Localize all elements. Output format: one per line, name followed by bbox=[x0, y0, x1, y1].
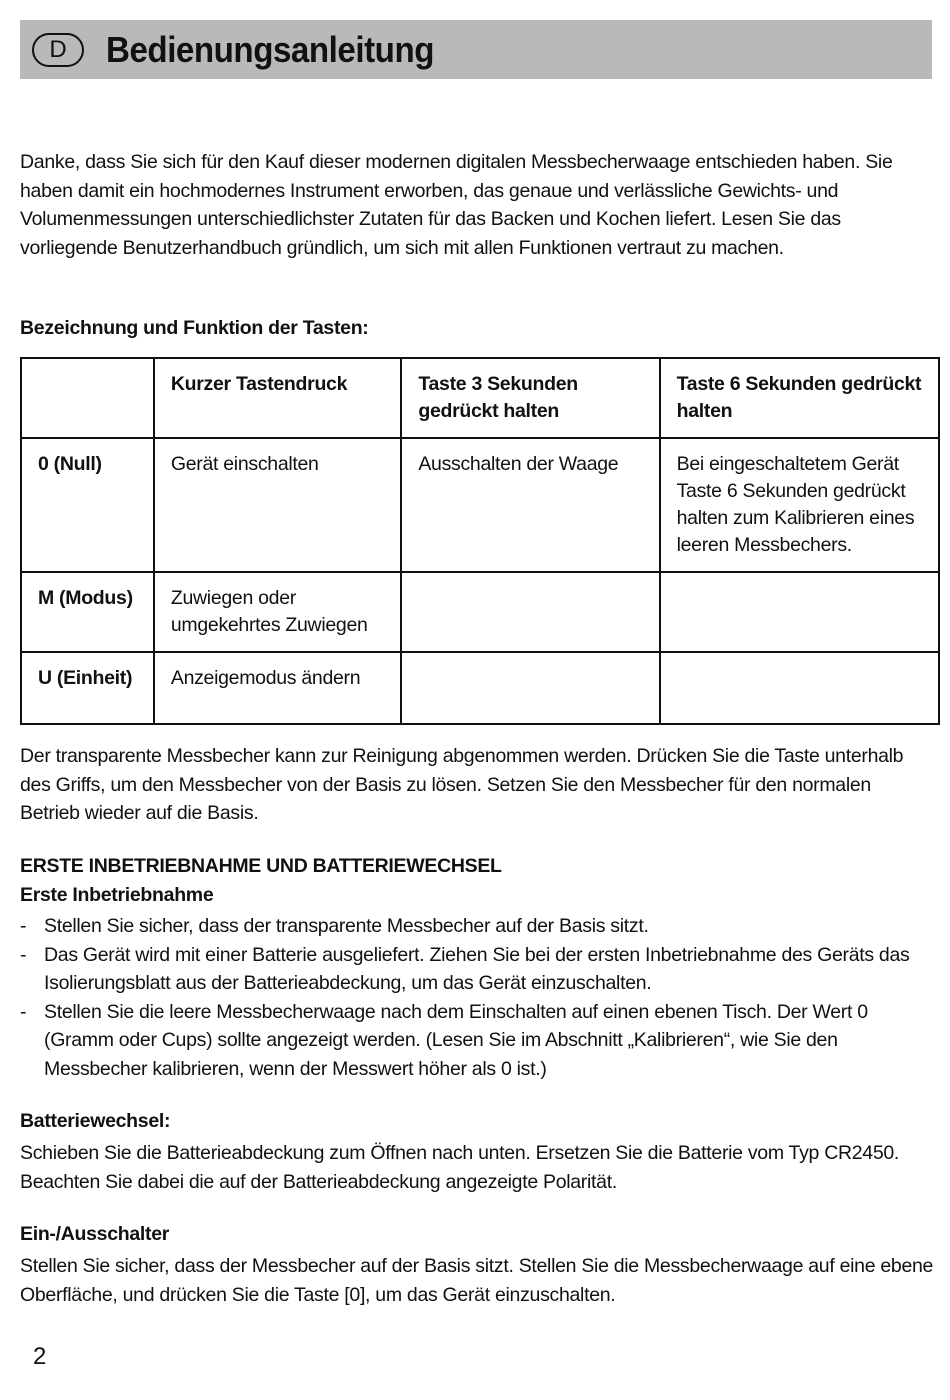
table-cell bbox=[401, 652, 659, 724]
list-item-text: Das Gerät wird mit einer Batterie ausgeliefert. Ziehen Sie bei der ersten Inbetriebnahme des Geräts das Isolierungsblatt aus der Batterieabdeckung, um das Gerät einzuschalten. bbox=[44, 943, 910, 994]
first-use-steps bbox=[20, 912, 935, 1083]
table-header-cell: Taste 3 Sekunden gedrückt halten bbox=[401, 358, 659, 438]
list-item bbox=[20, 998, 935, 1084]
list-item-text: Stellen Sie die leere Messbecherwaage nach dem Einschalten auf einen ebenen Tisch. Der Wert 0 (Gramm oder Cups) sollte angezeigt werden. (Lesen Sie im Abschnitt „Kalibrieren“, wie Sie den Messbecher kalibrieren, wenn der Messwert höher als 0 ist.) bbox=[44, 1000, 868, 1080]
key-name-cell: 0 (Null) bbox=[21, 438, 154, 572]
table-cell: Gerät einschalten bbox=[154, 438, 401, 572]
list-dash: - bbox=[20, 915, 27, 937]
key-name-cell: M (Modus) bbox=[21, 572, 154, 652]
language-badge: D bbox=[32, 33, 84, 67]
battery-heading: Batteriewechsel: bbox=[20, 1110, 171, 1132]
title-bar bbox=[20, 20, 932, 79]
table-cell bbox=[660, 652, 939, 724]
table-cell: Zuwiegen oder umgekehrtes Zuwiegen bbox=[154, 572, 401, 652]
setup-heading: ERSTE INBETRIEBNAHME UND BATTERIEWECHSEL bbox=[20, 855, 502, 877]
table-header-cell bbox=[21, 358, 154, 438]
table-row bbox=[21, 438, 939, 572]
table-header-cell: Kurzer Tastendruck bbox=[154, 358, 401, 438]
table-cell: Anzeigemodus ändern bbox=[154, 652, 401, 724]
list-item bbox=[20, 941, 935, 998]
key-name-cell: U (Einheit) bbox=[21, 652, 154, 724]
table-cell: Ausschalten der Waage bbox=[401, 438, 659, 572]
table-header-cell: Taste 6 Sekunden gedrückt halten bbox=[660, 358, 939, 438]
cleaning-paragraph: Der transparente Messbecher kann zur Reinigung abgenommen werden. Drücken Sie die Taste unterhalb des Griffs, um den Messbecher von der Basis zu lösen. Setzen Sie den Messbecher für den normalen Betrieb wieder auf die Basis. bbox=[20, 745, 904, 824]
battery-paragraph: Schieben Sie die Batterieabdeckung zum Öffnen nach unten. Ersetzen Sie die Batterie vom Typ CR2450. Beachten Sie dabei die auf der Batterieabdeckung angezeigte Polarität. bbox=[20, 1142, 900, 1193]
list-dash: - bbox=[20, 943, 27, 966]
intro-paragraph: Danke, dass Sie sich für den Kauf dieser modernen digitalen Messbecherwaage entschieden haben. Sie haben damit ein hochmodernes Instrument erworben, das genaue und verlässliche Gewichts- und Volumenmessungen unterschiedlichster Zutaten für das Backen und Kochen liefert. Lesen Sie das vorliegende Benutzerhandbuch gründlich, um sich mit allen Funktionen vertraut zu machen. bbox=[20, 151, 893, 259]
list-item-text: Stellen Sie sicher, dass der transparente Messbecher auf der Basis sitzt. bbox=[44, 915, 649, 937]
list-item bbox=[20, 912, 935, 941]
switch-heading: Ein-/Ausschalter bbox=[20, 1223, 170, 1245]
table-row bbox=[21, 652, 939, 724]
table-cell bbox=[660, 572, 939, 652]
page-number: 2 bbox=[33, 1343, 47, 1370]
switch-paragraph: Stellen Sie sicher, dass der Messbecher auf der Basis sitzt. Stellen Sie die Messbecherwaage auf eine ebene Oberfläche, und drücken Sie die Taste [0], um das Gerät einzuschalten. bbox=[20, 1255, 934, 1306]
table-cell bbox=[401, 572, 659, 652]
page-title: Bedienungsanleitung bbox=[106, 28, 434, 70]
first-use-heading: Erste Inbetriebnahme bbox=[20, 884, 214, 906]
keys-table bbox=[20, 357, 940, 725]
table-header-row bbox=[21, 358, 939, 438]
table-row bbox=[21, 572, 939, 652]
list-dash: - bbox=[20, 1000, 27, 1023]
table-cell: Bei eingeschaltetem Gerät Taste 6 Sekunden gedrückt halten zum Kalibrieren eines leeren Messbechers. bbox=[660, 438, 939, 572]
keys-heading: Bezeichnung und Funktion der Tasten: bbox=[20, 317, 369, 339]
